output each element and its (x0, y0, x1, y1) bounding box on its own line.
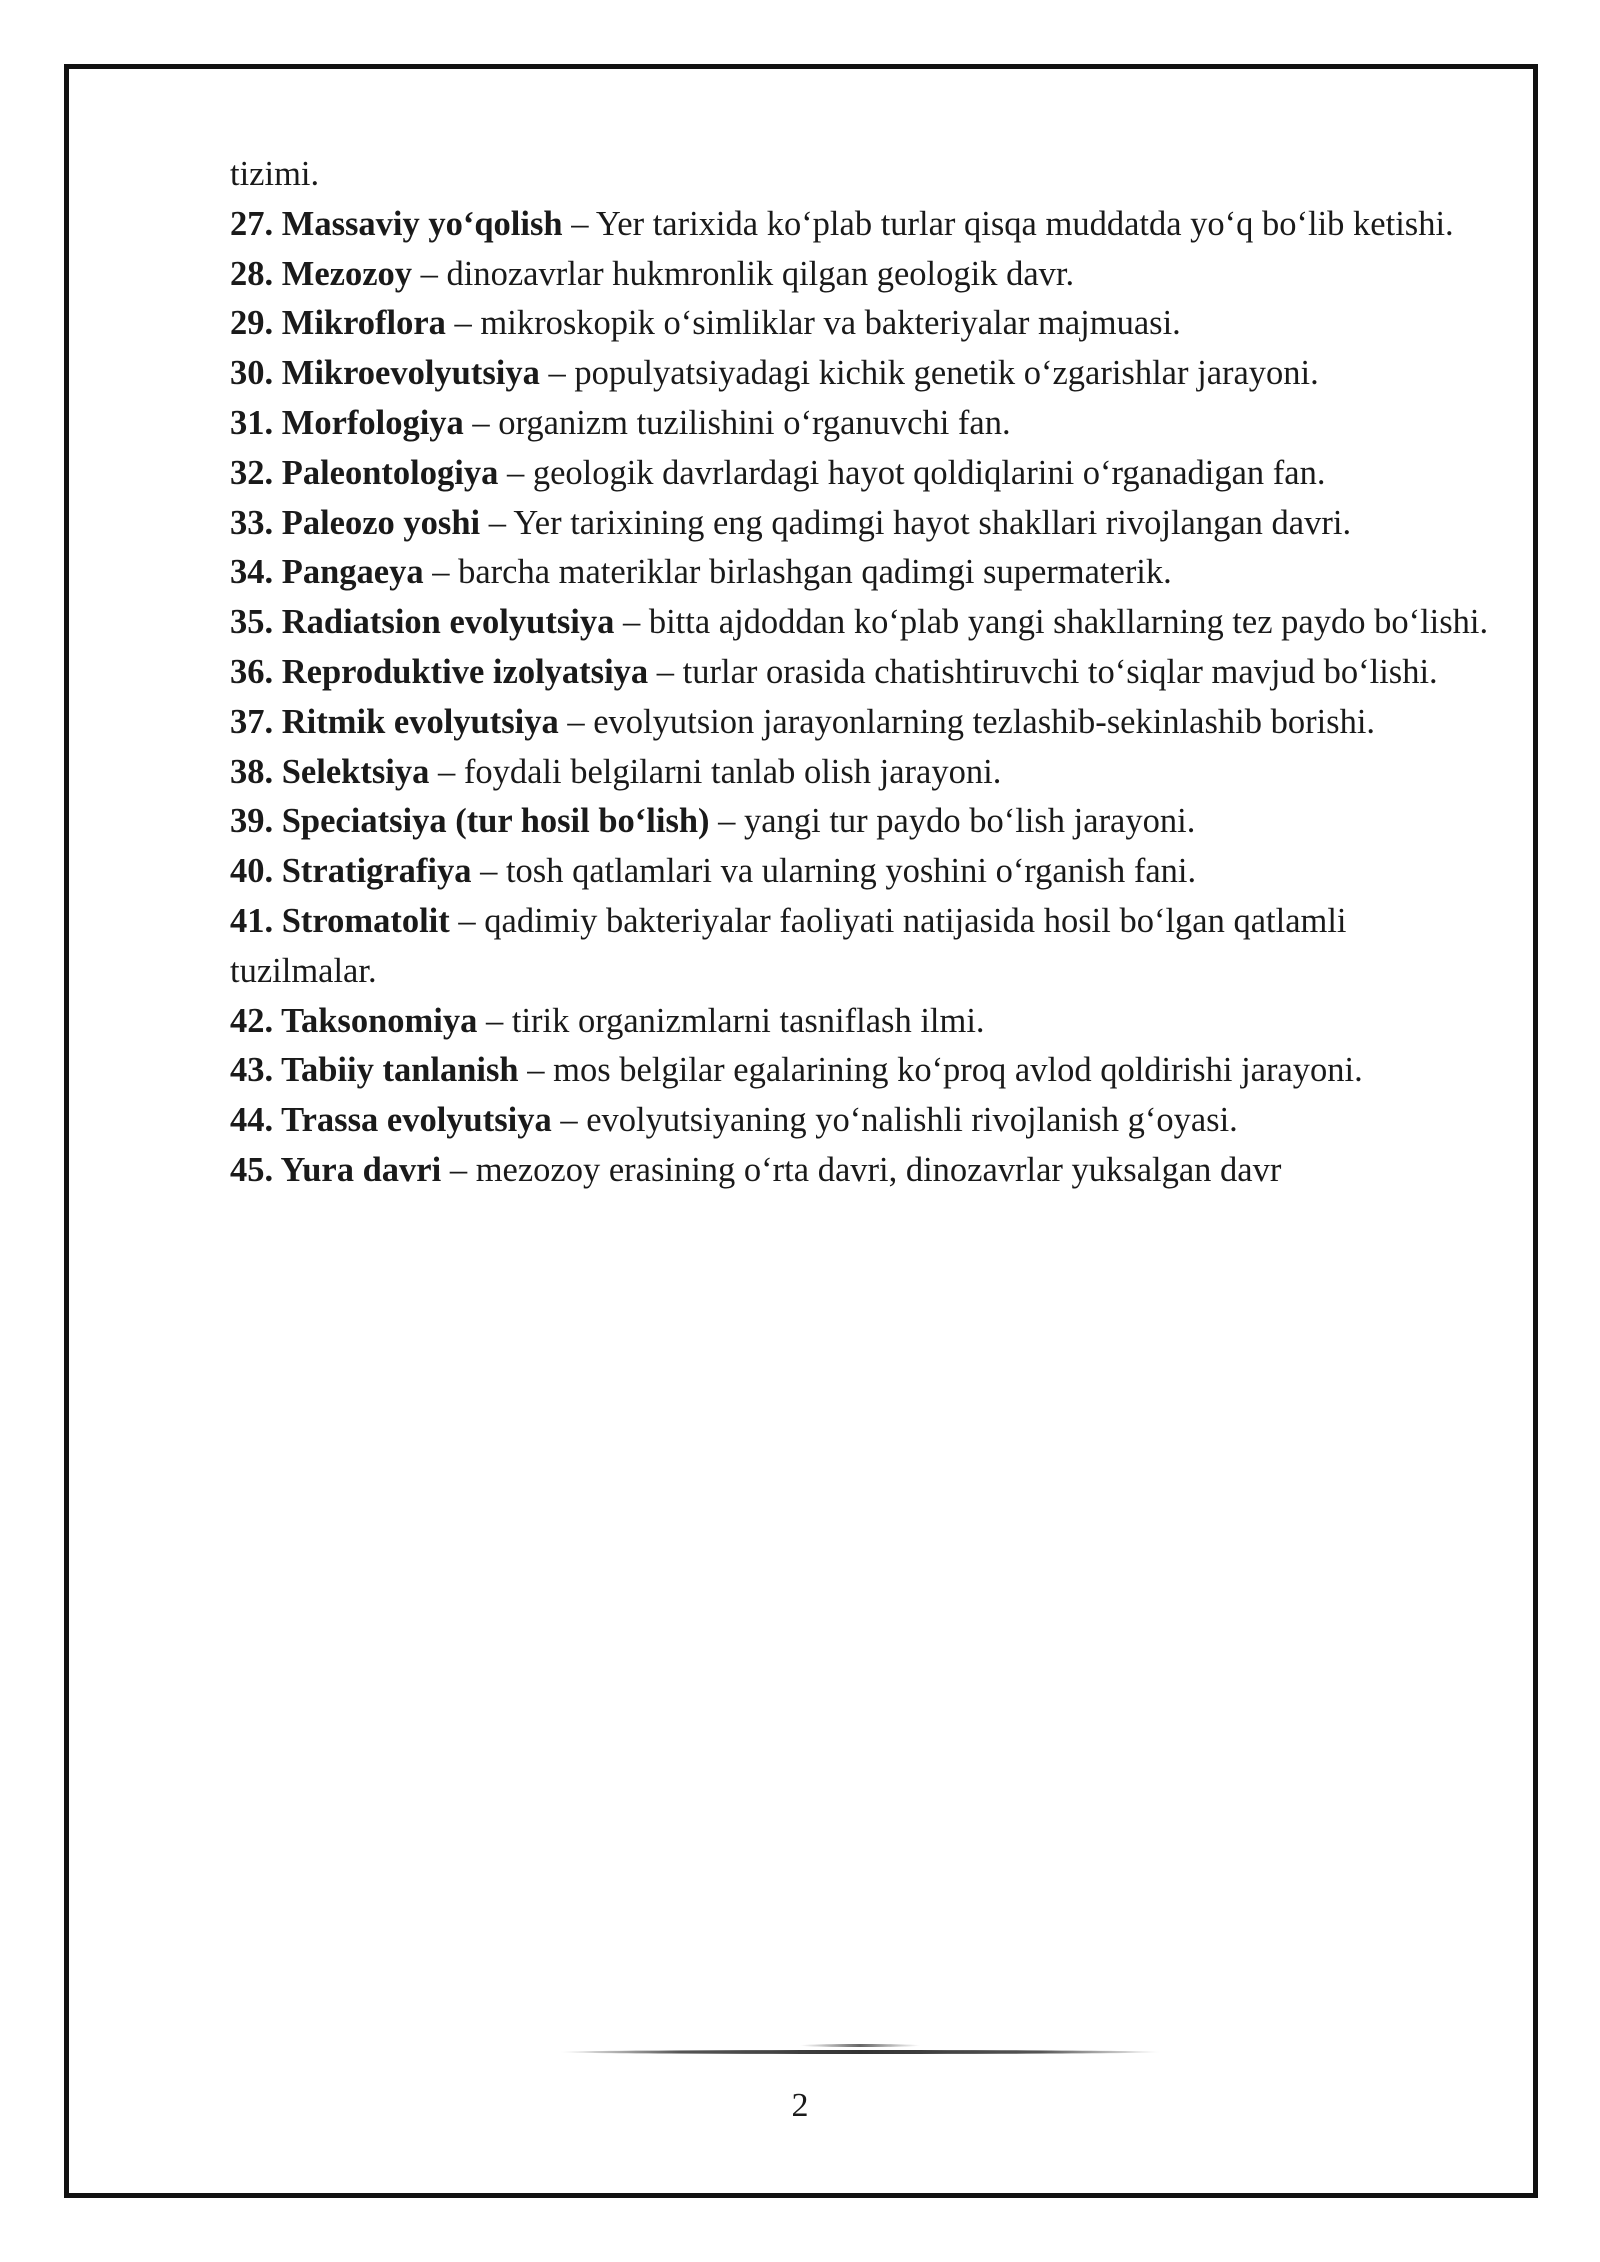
glossary-entry (230, 1046, 1500, 1096)
entry-number: 36. (230, 652, 274, 691)
term-name: Paleozo yoshi (281, 503, 481, 542)
term-definition: – populyatsiyadagi kichik genetik o‘zgarishlar jarayoni. (539, 354, 1319, 393)
glossary-entry (230, 1146, 1500, 1196)
term-name: Radiatsion evolyutsiya (281, 603, 615, 642)
entry-number: 40. (230, 852, 274, 891)
term-name: Ritmik evolyutsiya (281, 702, 559, 741)
glossary-term (230, 304, 446, 342)
entry-number: 31. (230, 403, 274, 442)
glossary-entry (230, 250, 1500, 300)
glossary-term (230, 852, 471, 890)
entry-number: 33. (230, 503, 274, 542)
glossary-list (230, 200, 1500, 1196)
glossary-term (230, 753, 429, 791)
entry-number: 44. (230, 1101, 274, 1140)
term-name: Speciatsiya (tur hosil bo‘lish) (281, 802, 710, 841)
glossary-entry (230, 349, 1500, 399)
glossary-term (230, 703, 559, 741)
glossary-term (230, 255, 412, 293)
glossary-term (230, 454, 498, 492)
glossary-entry (230, 200, 1500, 250)
term-definition: – yangi tur paydo bo‘lish jarayoni. (709, 802, 1196, 841)
footer-divider (560, 2050, 1160, 2054)
term-definition: – mos belgilar egalarining ko‘proq avlod qoldirishi jarayoni. (518, 1051, 1363, 1090)
entry-number: 41. (230, 901, 274, 940)
term-name: Selektsiya (281, 752, 430, 791)
entry-number: 39. (230, 802, 274, 841)
term-name: Morfologiya (281, 403, 464, 442)
glossary-entry (230, 797, 1500, 847)
glossary-content (230, 150, 1500, 1196)
entry-number: 38. (230, 752, 274, 791)
term-definition: – Yer tarixida ko‘plab turlar qisqa muddatda yo‘q bo‘lib ketishi. (562, 204, 1454, 243)
entry-number: 34. (230, 553, 274, 592)
entry-number: 35. (230, 603, 274, 642)
term-definition: – evolyutsiyaning yo‘nalishli rivojlanish g‘oyasi. (551, 1101, 1238, 1140)
term-name: Mikroevolyutsiya (281, 354, 540, 393)
glossary-term (230, 1101, 552, 1139)
glossary-term (230, 1151, 441, 1189)
glossary-term (230, 603, 614, 641)
term-name: Trassa evolyutsiya (281, 1101, 552, 1140)
term-definition: – tosh qatlamlari va ularning yoshini o‘rganish fani. (471, 852, 1197, 891)
glossary-entry (230, 299, 1500, 349)
term-name: Paleontologiya (281, 453, 499, 492)
glossary-entry (230, 598, 1500, 648)
glossary-term (230, 504, 480, 542)
entry-number: 32. (230, 453, 274, 492)
term-definition: – bitta ajdoddan ko‘plab yangi shakllarning tez paydo bo‘lishi. (614, 603, 1489, 642)
term-definition: – organizm tuzilishini o‘rganuvchi fan. (463, 403, 1011, 442)
term-name: Mezozoy (281, 254, 413, 293)
entry-number: 27. (230, 204, 274, 243)
term-definition: – evolyutsion jarayonlarning tezlashib-sekinlashib borishi. (558, 702, 1376, 741)
glossary-entry (230, 499, 1500, 549)
term-name: Pangaeya (281, 553, 424, 592)
glossary-term (230, 902, 450, 940)
glossary-entry (230, 449, 1500, 499)
glossary-entry (230, 399, 1500, 449)
term-definition: – foydali belgilarni tanlab olish jarayoni. (429, 752, 1002, 791)
glossary-entry (230, 897, 1500, 997)
term-name: Yura davri (280, 1150, 442, 1189)
glossary-entry (230, 548, 1500, 598)
glossary-term (230, 1002, 477, 1040)
term-definition: – tirik organizmlarni tasniflash ilmi. (477, 1001, 985, 1040)
glossary-term (230, 205, 563, 243)
glossary-term (230, 653, 648, 691)
entry-number: 43. (230, 1051, 274, 1090)
footer-ornament (800, 2044, 920, 2047)
term-name: Tabiiy tanlanish (281, 1051, 519, 1090)
entry-number: 45. (230, 1150, 274, 1189)
term-name: Stromatolit (281, 901, 450, 940)
term-definition: – dinozavrlar hukmronlik qilgan geologik davr. (412, 254, 1075, 293)
entry-number: 30. (230, 354, 274, 393)
term-name: Stratigrafiya (281, 852, 472, 891)
glossary-term (230, 1051, 519, 1089)
entry-number: 28. (230, 254, 274, 293)
glossary-entry (230, 748, 1500, 798)
term-definition: – barcha materiklar birlashgan qadimgi supermaterik. (423, 553, 1172, 592)
glossary-entry (230, 698, 1500, 748)
continuation-text: tizimi. (230, 155, 320, 193)
term-definition: – Yer tarixining eng qadimgi hayot shakllari rivojlangan davri. (480, 503, 1352, 542)
glossary-entry (230, 648, 1500, 698)
term-definition: – turlar orasida chatishtiruvchi to‘siqlar mavjud bo‘lishi. (648, 652, 1438, 691)
entry-number: 42. (230, 1001, 274, 1040)
term-definition: – mikroskopik o‘simliklar va bakteriyalar majmuasi. (445, 304, 1181, 343)
page-number: 2 (791, 2087, 809, 2124)
term-definition: – qadimiy bakteriyalar faoliyati natijasida hosil bo‘lgan qatlamli tuzilmalar. (230, 901, 1347, 990)
term-name: Massaviy yo‘qolish (281, 204, 563, 243)
term-definition: – mezozoy erasining o‘rta davri, dinozavrlar yuksalgan davr (441, 1150, 1282, 1189)
term-name: Reproduktive izolyatsiya (281, 652, 649, 691)
term-name: Taksonomiya (281, 1001, 478, 1040)
glossary-entry (230, 997, 1500, 1047)
glossary-entry (230, 1096, 1500, 1146)
glossary-term (230, 354, 540, 392)
entry-number: 37. (230, 702, 274, 741)
entry-number: 29. (230, 304, 274, 343)
term-name: Mikroflora (281, 304, 446, 343)
glossary-term (230, 404, 464, 442)
glossary-term (230, 553, 424, 591)
glossary-term (230, 802, 710, 840)
term-definition: – geologik davrlardagi hayot qoldiqlarini o‘rganadigan fan. (498, 453, 1326, 492)
glossary-entry (230, 847, 1500, 897)
